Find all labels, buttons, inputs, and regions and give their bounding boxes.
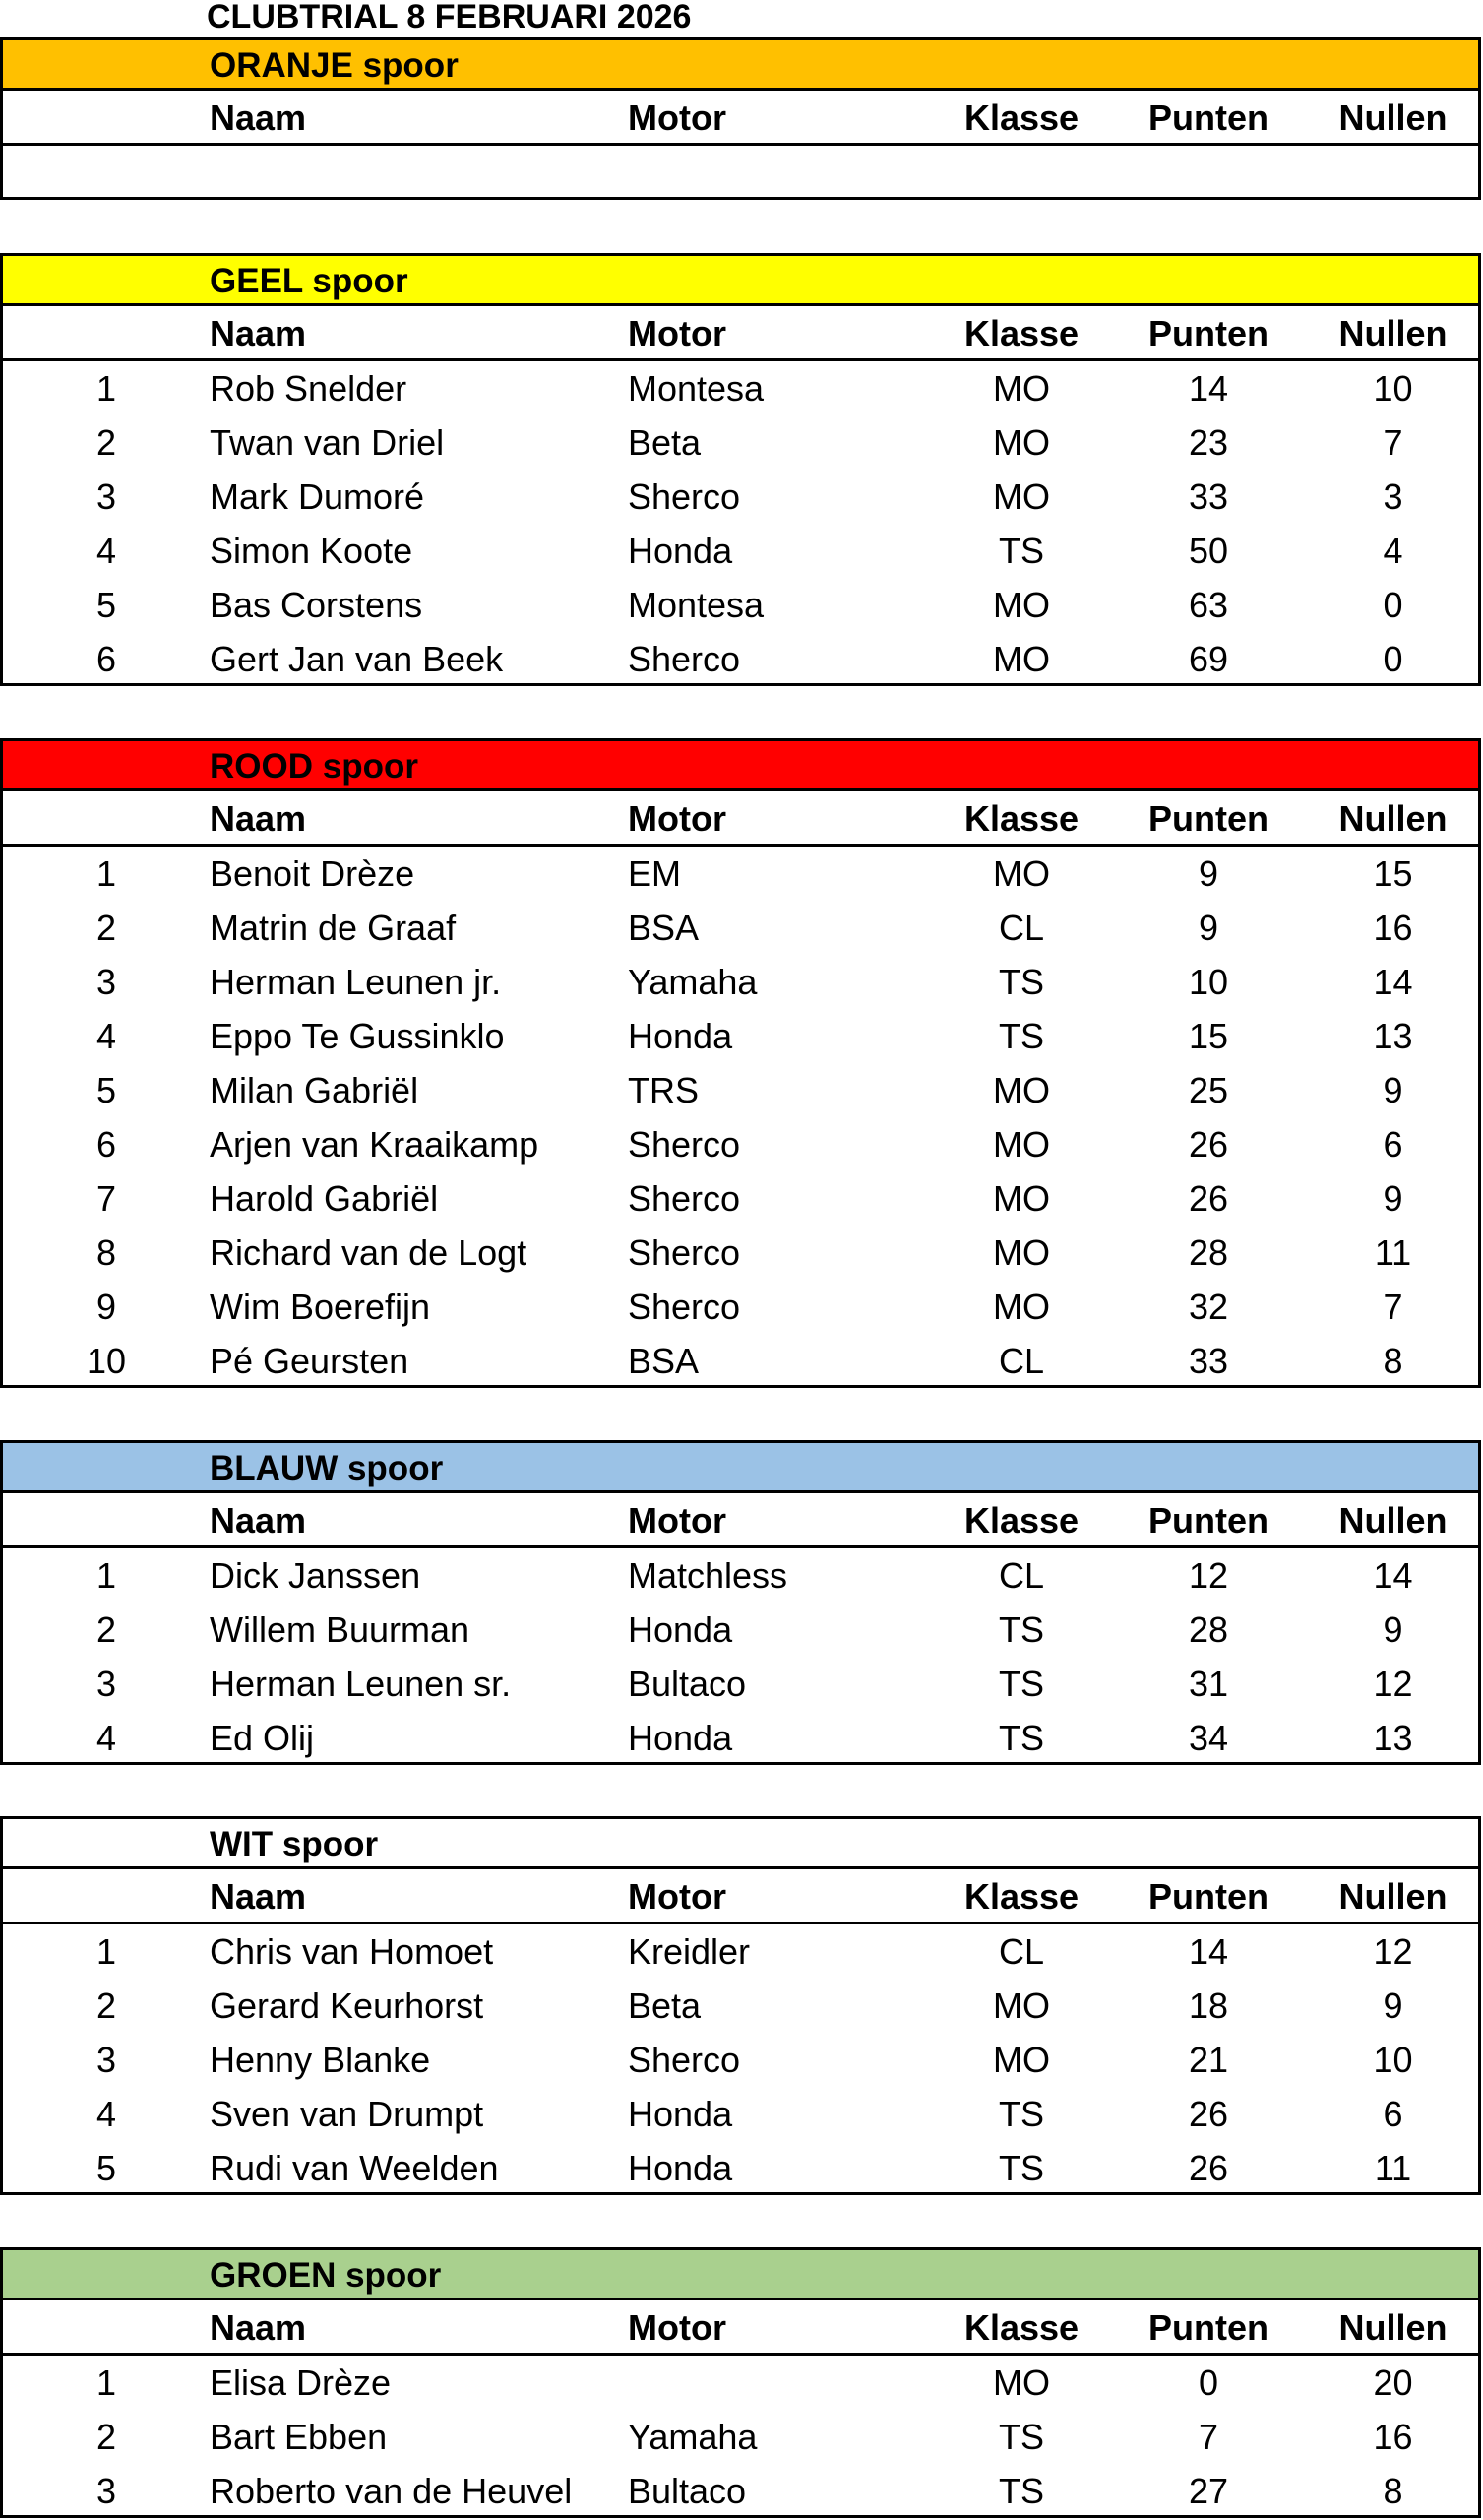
results-body	[0, 1924, 1481, 2195]
header-klasse: Klasse	[963, 313, 1080, 353]
results-body	[0, 1548, 1481, 1765]
cell-punten: 21	[1188, 2040, 1229, 2080]
cell-pos: 3	[95, 962, 117, 1002]
section-band	[0, 2247, 1481, 2300]
header-nullen: Nullen	[1338, 1876, 1448, 1917]
header-motor: Motor	[628, 97, 726, 138]
page-title: CLUBTRIAL 8 FEBRUARI 2026	[207, 0, 692, 35]
table-row	[3, 470, 1483, 524]
cell-naam: Pé Geursten	[210, 1341, 409, 1381]
section-title: WIT spoor	[210, 1825, 379, 1863]
cell-nullen: 11	[1374, 2148, 1412, 2188]
cell-nullen: 3	[1383, 476, 1403, 517]
cell-naam: Harold Gabriël	[210, 1178, 439, 1219]
cell-nullen: 11	[1374, 1232, 1412, 1273]
cell-nullen: 16	[1373, 908, 1413, 948]
cell-punten: 28	[1188, 1232, 1229, 1273]
cell-klasse: MO	[993, 639, 1050, 679]
cell-pos: 3	[95, 1664, 117, 1704]
cell-nullen: 7	[1383, 422, 1403, 463]
table-row	[3, 1063, 1483, 1117]
cell-pos: 2	[95, 1985, 117, 2026]
cell-pos: 4	[95, 531, 117, 571]
table-row	[3, 524, 1483, 578]
cell-punten: 14	[1188, 1931, 1229, 1972]
cell-naam: Dick Janssen	[210, 1555, 421, 1596]
cell-punten: 18	[1188, 1985, 1229, 2026]
cell-klasse: MO	[993, 853, 1050, 894]
cell-pos: 1	[95, 1931, 117, 1972]
cell-naam: Bart Ebben	[210, 2417, 388, 2457]
cell-klasse: MO	[993, 1124, 1050, 1165]
cell-punten: 23	[1188, 422, 1229, 463]
header-nullen: Nullen	[1338, 1500, 1448, 1541]
table-row	[3, 578, 1483, 632]
cell-klasse: MO	[993, 585, 1050, 625]
table-row	[3, 1171, 1483, 1226]
cell-pos: 6	[95, 639, 117, 679]
header-naam: Naam	[210, 2307, 307, 2348]
section-band	[0, 738, 1481, 791]
section-title: GROEN spoor	[210, 2256, 442, 2295]
cell-klasse: TS	[998, 531, 1044, 571]
cell-klasse: MO	[993, 1232, 1050, 1273]
cell-punten: 69	[1188, 639, 1229, 679]
cell-pos: 5	[95, 2148, 117, 2188]
cell-klasse: TS	[998, 1664, 1044, 1704]
cell-klasse: MO	[993, 476, 1050, 517]
cell-nullen: 16	[1373, 2417, 1413, 2457]
cell-nullen: 6	[1383, 1124, 1403, 1165]
cell-nullen: 13	[1373, 1016, 1413, 1056]
cell-pos: 2	[95, 422, 117, 463]
column-header-row	[0, 1869, 1481, 1924]
cell-nullen: 12	[1373, 1664, 1413, 1704]
cell-klasse: MO	[993, 368, 1050, 409]
cell-naam: Arjen van Kraaikamp	[210, 1124, 539, 1165]
cell-motor: Kreidler	[628, 1931, 751, 1972]
cell-naam: Richard van de Logt	[210, 1232, 527, 1273]
cell-klasse: TS	[998, 1609, 1044, 1650]
cell-motor: Sherco	[628, 2040, 741, 2080]
cell-klasse: MO	[993, 1287, 1050, 1327]
cell-pos: 7	[95, 1178, 117, 1219]
section-title: ROOD spoor	[210, 747, 418, 786]
header-punten: Punten	[1148, 798, 1268, 839]
table-row	[3, 1117, 1483, 1171]
cell-punten: 63	[1188, 585, 1229, 625]
results-body	[0, 847, 1481, 1388]
section-band	[0, 253, 1481, 306]
cell-punten: 50	[1188, 531, 1229, 571]
results-body	[0, 361, 1481, 686]
cell-motor: Montesa	[628, 585, 765, 625]
header-nullen: Nullen	[1338, 313, 1448, 353]
cell-nullen: 9	[1383, 1178, 1403, 1219]
cell-naam: Wim Boerefijn	[210, 1287, 431, 1327]
header-naam: Naam	[210, 313, 307, 353]
header-klasse: Klasse	[963, 798, 1080, 839]
cell-klasse: MO	[993, 422, 1050, 463]
cell-naam: Chris van Homoet	[210, 1931, 494, 1972]
cell-motor: Sherco	[628, 1124, 741, 1165]
cell-nullen: 7	[1383, 1287, 1403, 1327]
cell-motor: Honda	[628, 531, 733, 571]
cell-naam: Milan Gabriël	[210, 1070, 419, 1110]
cell-nullen: 8	[1383, 1341, 1403, 1381]
cell-pos: 5	[95, 1070, 117, 1110]
cell-punten: 34	[1188, 1718, 1229, 1758]
cell-punten: 12	[1188, 1555, 1229, 1596]
cell-pos: 1	[95, 1555, 117, 1596]
cell-motor: Honda	[628, 2094, 733, 2134]
column-header-row	[0, 1493, 1481, 1548]
cell-punten: 15	[1188, 1016, 1229, 1056]
table-row	[3, 2141, 1483, 2195]
cell-klasse: CL	[998, 1341, 1045, 1381]
table-row	[3, 1009, 1483, 1063]
cell-nullen: 20	[1373, 2362, 1413, 2403]
cell-pos: 5	[95, 585, 117, 625]
cell-naam: Rudi van Weelden	[210, 2148, 499, 2188]
header-klasse: Klasse	[963, 1876, 1080, 1917]
table-row	[3, 1979, 1483, 2033]
cell-naam: Bas Corstens	[210, 585, 423, 625]
cell-pos: 1	[95, 2362, 117, 2403]
cell-motor: Bultaco	[628, 2471, 747, 2511]
cell-klasse: CL	[998, 1555, 1045, 1596]
cell-motor: Honda	[628, 1718, 733, 1758]
header-klasse: Klasse	[963, 2307, 1080, 2348]
cell-nullen: 13	[1373, 1718, 1413, 1758]
cell-motor: Yamaha	[628, 962, 758, 1002]
cell-klasse: MO	[993, 2362, 1050, 2403]
cell-motor: Sherco	[628, 1287, 741, 1327]
cell-pos: 3	[95, 2040, 117, 2080]
table-row	[3, 361, 1483, 415]
header-nullen: Nullen	[1338, 798, 1448, 839]
cell-nullen: 9	[1383, 1985, 1403, 2026]
cell-motor: EM	[628, 853, 681, 894]
cell-pos: 3	[95, 2471, 117, 2511]
cell-pos: 2	[95, 908, 117, 948]
cell-nullen: 10	[1373, 2040, 1413, 2080]
cell-klasse: TS	[998, 2471, 1044, 2511]
cell-punten: 32	[1188, 1287, 1229, 1327]
cell-klasse: MO	[993, 1178, 1050, 1219]
cell-nullen: 0	[1383, 639, 1403, 679]
cell-motor: Beta	[628, 422, 702, 463]
cell-motor: Bultaco	[628, 1664, 747, 1704]
cell-naam: Ed Olij	[210, 1718, 315, 1758]
cell-pos: 8	[95, 1232, 117, 1273]
cell-punten: 25	[1188, 1070, 1229, 1110]
cell-punten: 31	[1188, 1664, 1229, 1704]
column-header-row	[0, 2300, 1481, 2356]
cell-naam: Sven van Drumpt	[210, 2094, 484, 2134]
cell-punten: 33	[1188, 1341, 1229, 1381]
section-title: GEEL spoor	[210, 262, 408, 300]
cell-naam: Matrin de Graaf	[210, 908, 457, 948]
cell-naam: Eppo Te Gussinklo	[210, 1016, 505, 1056]
cell-naam: Benoit Drèze	[210, 853, 415, 894]
cell-pos: 9	[95, 1287, 117, 1327]
header-naam: Naam	[210, 1500, 307, 1541]
cell-nullen: 10	[1373, 368, 1413, 409]
table-row	[3, 1711, 1483, 1765]
cell-punten: 0	[1198, 2362, 1219, 2403]
cell-pos: 10	[86, 1341, 127, 1381]
header-punten: Punten	[1148, 1500, 1268, 1541]
cell-motor: Montesa	[628, 368, 765, 409]
column-header-row	[0, 791, 1481, 847]
cell-pos: 4	[95, 1016, 117, 1056]
header-klasse: Klasse	[963, 97, 1080, 138]
table-row	[3, 847, 1483, 901]
cell-klasse: TS	[998, 2148, 1044, 2188]
table-row	[3, 1603, 1483, 1657]
header-naam: Naam	[210, 1876, 307, 1917]
cell-motor: BSA	[628, 1341, 700, 1381]
cell-pos: 1	[95, 853, 117, 894]
cell-naam: Gert Jan van Beek	[210, 639, 504, 679]
header-punten: Punten	[1148, 313, 1268, 353]
cell-motor: Sherco	[628, 476, 741, 517]
cell-punten: 26	[1188, 1124, 1229, 1165]
header-punten: Punten	[1148, 1876, 1268, 1917]
cell-motor: Sherco	[628, 639, 741, 679]
header-nullen: Nullen	[1338, 97, 1448, 138]
cell-naam: Mark Dumoré	[210, 476, 425, 517]
cell-naam: Elisa Drèze	[210, 2362, 392, 2403]
cell-pos: 1	[95, 368, 117, 409]
cell-nullen: 4	[1383, 531, 1403, 571]
cell-motor: TRS	[628, 1070, 699, 1110]
header-punten: Punten	[1148, 2307, 1268, 2348]
table-row	[3, 1548, 1483, 1603]
section-band	[0, 37, 1481, 91]
column-header-row	[0, 306, 1481, 361]
cell-nullen: 9	[1383, 1070, 1403, 1110]
cell-klasse: TS	[998, 962, 1044, 1002]
cell-motor: Honda	[628, 1016, 733, 1056]
table-row	[3, 2033, 1483, 2087]
header-motor: Motor	[628, 313, 726, 353]
cell-pos: 2	[95, 2417, 117, 2457]
header-klasse: Klasse	[963, 1500, 1080, 1541]
table-row	[3, 2087, 1483, 2141]
cell-motor: Yamaha	[628, 2417, 758, 2457]
cell-punten: 28	[1188, 1609, 1229, 1650]
cell-punten: 26	[1188, 2094, 1229, 2134]
cell-pos: 2	[95, 1609, 117, 1650]
cell-klasse: TS	[998, 2417, 1044, 2457]
cell-nullen: 12	[1373, 1931, 1413, 1972]
section-band	[0, 1440, 1481, 1493]
table-row	[3, 415, 1483, 470]
table-row	[3, 1334, 1483, 1388]
section-band	[0, 1816, 1481, 1869]
cell-pos: 3	[95, 476, 117, 517]
section-title: ORANJE spoor	[210, 46, 459, 85]
header-naam: Naam	[210, 97, 307, 138]
cell-klasse: MO	[993, 2040, 1050, 2080]
cell-nullen: 6	[1383, 2094, 1403, 2134]
cell-naam: Roberto van de Heuvel	[210, 2471, 573, 2511]
results-body	[0, 2356, 1481, 2518]
header-motor: Motor	[628, 798, 726, 839]
table-row	[3, 2410, 1483, 2464]
cell-pos: 6	[95, 1124, 117, 1165]
cell-punten: 14	[1188, 368, 1229, 409]
cell-nullen: 0	[1383, 585, 1403, 625]
cell-nullen: 9	[1383, 1609, 1403, 1650]
table-row	[3, 1924, 1483, 1979]
cell-motor: Matchless	[628, 1555, 788, 1596]
header-punten: Punten	[1148, 97, 1268, 138]
cell-motor: Sherco	[628, 1178, 741, 1219]
header-nullen: Nullen	[1338, 2307, 1448, 2348]
cell-klasse: CL	[998, 908, 1045, 948]
cell-klasse: MO	[993, 1985, 1050, 2026]
cell-nullen: 14	[1373, 962, 1413, 1002]
cell-naam: Rob Snelder	[210, 368, 407, 409]
cell-naam: Herman Leunen jr.	[210, 962, 502, 1002]
results-body	[0, 146, 1481, 200]
cell-klasse: TS	[998, 2094, 1044, 2134]
column-header-row	[0, 91, 1481, 146]
cell-punten: 10	[1188, 962, 1229, 1002]
table-row	[3, 1280, 1483, 1334]
cell-punten: 7	[1198, 2417, 1219, 2457]
table-row	[3, 2356, 1483, 2410]
cell-motor: Honda	[628, 2148, 733, 2188]
cell-nullen: 15	[1373, 853, 1413, 894]
section-title: BLAUW spoor	[210, 1449, 444, 1487]
cell-nullen: 14	[1373, 1555, 1413, 1596]
table-row	[3, 955, 1483, 1009]
header-motor: Motor	[628, 2307, 726, 2348]
cell-pos: 4	[95, 2094, 117, 2134]
cell-klasse: CL	[998, 1931, 1045, 1972]
cell-punten: 26	[1188, 2148, 1229, 2188]
header-naam: Naam	[210, 798, 307, 839]
cell-naam: Willem Buurman	[210, 1609, 470, 1650]
cell-punten: 26	[1188, 1178, 1229, 1219]
header-motor: Motor	[628, 1500, 726, 1541]
table-row	[3, 1657, 1483, 1711]
cell-punten: 27	[1188, 2471, 1229, 2511]
cell-naam: Gerard Keurhorst	[210, 1985, 484, 2026]
cell-punten: 9	[1198, 908, 1219, 948]
table-row	[3, 901, 1483, 955]
cell-naam: Simon Koote	[210, 531, 413, 571]
cell-klasse: MO	[993, 1070, 1050, 1110]
cell-motor: Sherco	[628, 1232, 741, 1273]
table-row	[3, 1226, 1483, 1280]
cell-klasse: TS	[998, 1718, 1044, 1758]
cell-motor: BSA	[628, 908, 700, 948]
cell-naam: Herman Leunen sr.	[210, 1664, 512, 1704]
cell-naam: Twan van Driel	[210, 422, 445, 463]
cell-punten: 9	[1198, 853, 1219, 894]
cell-punten: 33	[1188, 476, 1229, 517]
table-row	[3, 2464, 1483, 2518]
cell-motor: Honda	[628, 1609, 733, 1650]
cell-motor: Beta	[628, 1985, 702, 2026]
cell-pos: 4	[95, 1718, 117, 1758]
table-row	[3, 632, 1483, 686]
cell-klasse: TS	[998, 1016, 1044, 1056]
header-motor: Motor	[628, 1876, 726, 1917]
cell-naam: Henny Blanke	[210, 2040, 431, 2080]
cell-nullen: 8	[1383, 2471, 1403, 2511]
